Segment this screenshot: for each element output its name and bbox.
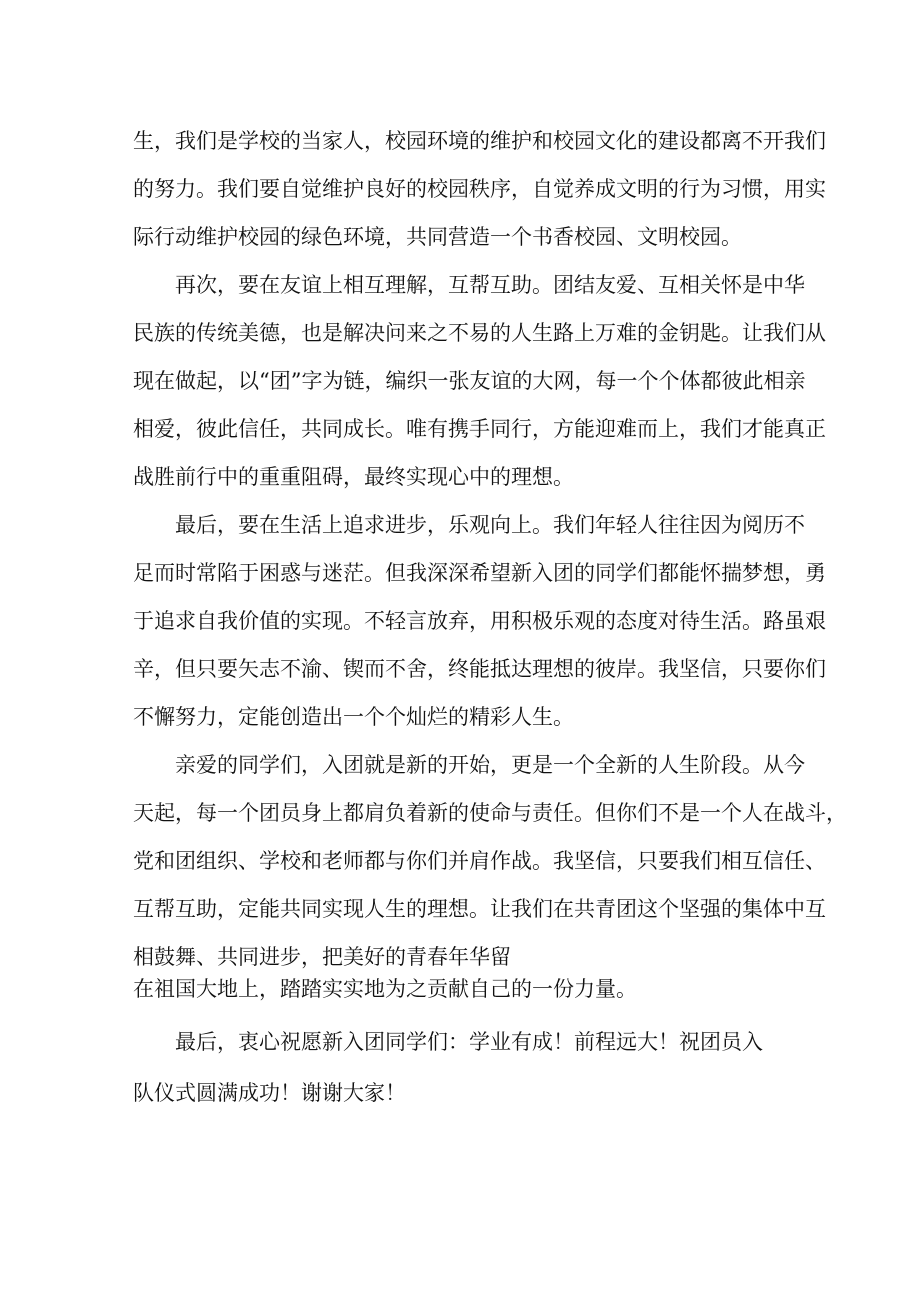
text-line: 天起，每一个团员身上都肩负着新的使命与责任。但你们不是一个人在战斗， — [133, 801, 847, 825]
text-line: 际行动维护校园的绿色环境，共同营造一个书香校园、文明校园。 — [133, 225, 742, 249]
text-line: 民族的传统美德，也是解决问来之不易的人生路上万难的金钥匙。让我们从 — [133, 321, 826, 345]
text-line: 队仪式圆满成功！谢谢大家！ — [133, 1081, 406, 1105]
text-line: 的努力。我们要自觉维护良好的校园秩序，自觉养成文明的行为习惯，用实 — [133, 177, 826, 201]
paragraph-first-line: 最后，要在生活上追求进步，乐观向上。我们年轻人往往因为阅历不 — [175, 513, 805, 537]
text-line: 于追求自我价值的实现。不轻言放弃，用积极乐观的态度对待生活。路虽艰 — [133, 609, 826, 633]
text-line: 在祖国大地上，踏踏实实地为之贡献自己的一份力量。 — [133, 977, 637, 1001]
paragraph-first-line: 最后，衷心祝愿新入团同学们：学业有成！前程远大！祝团员入 — [175, 1030, 763, 1054]
text-line: 战胜前行中的重重阻碍，最终实现心中的理想。 — [133, 465, 574, 489]
text-line: 现在做起，以“团”字为链，编织一张友谊的大网，每一个个体都彼此相亲 — [133, 369, 806, 393]
text-line: 相爱，彼此信任，共同成长。唯有携手同行，方能迎难而上，我们才能真正 — [133, 417, 826, 441]
paragraph-first-line: 亲爱的同学们，入团就是新的开始，更是一个全新的人生阶段。从今 — [175, 753, 805, 777]
text-line: 足而时常陷于困惑与迷茫。但我深深希望新入团的同学们都能怀揣梦想，勇 — [133, 561, 826, 585]
paragraph-first-line: 再次，要在友谊上相互理解，互帮互助。团结友爱、互相关怀是中华 — [175, 273, 805, 297]
text-line: 党和团组织、学校和老师都与你们并肩作战。我坚信，只要我们相互信任、 — [133, 849, 826, 873]
text-line: 辛，但只要矢志不渝、锲而不舍，终能抵达理想的彼岸。我坚信，只要你们 — [133, 657, 826, 681]
text-line: 不懈努力，定能创造出一个个灿烂的精彩人生。 — [133, 705, 574, 729]
text-line: 相鼓舞、共同进步，把美好的青春年华留 — [133, 945, 511, 969]
text-line: 生，我们是学校的当家人，校园环境的维护和校园文化的建设都离不开我们 — [133, 129, 826, 153]
text-line: 互帮互助，定能共同实现人生的理想。让我们在共青团这个坚强的集体中互 — [133, 897, 826, 921]
